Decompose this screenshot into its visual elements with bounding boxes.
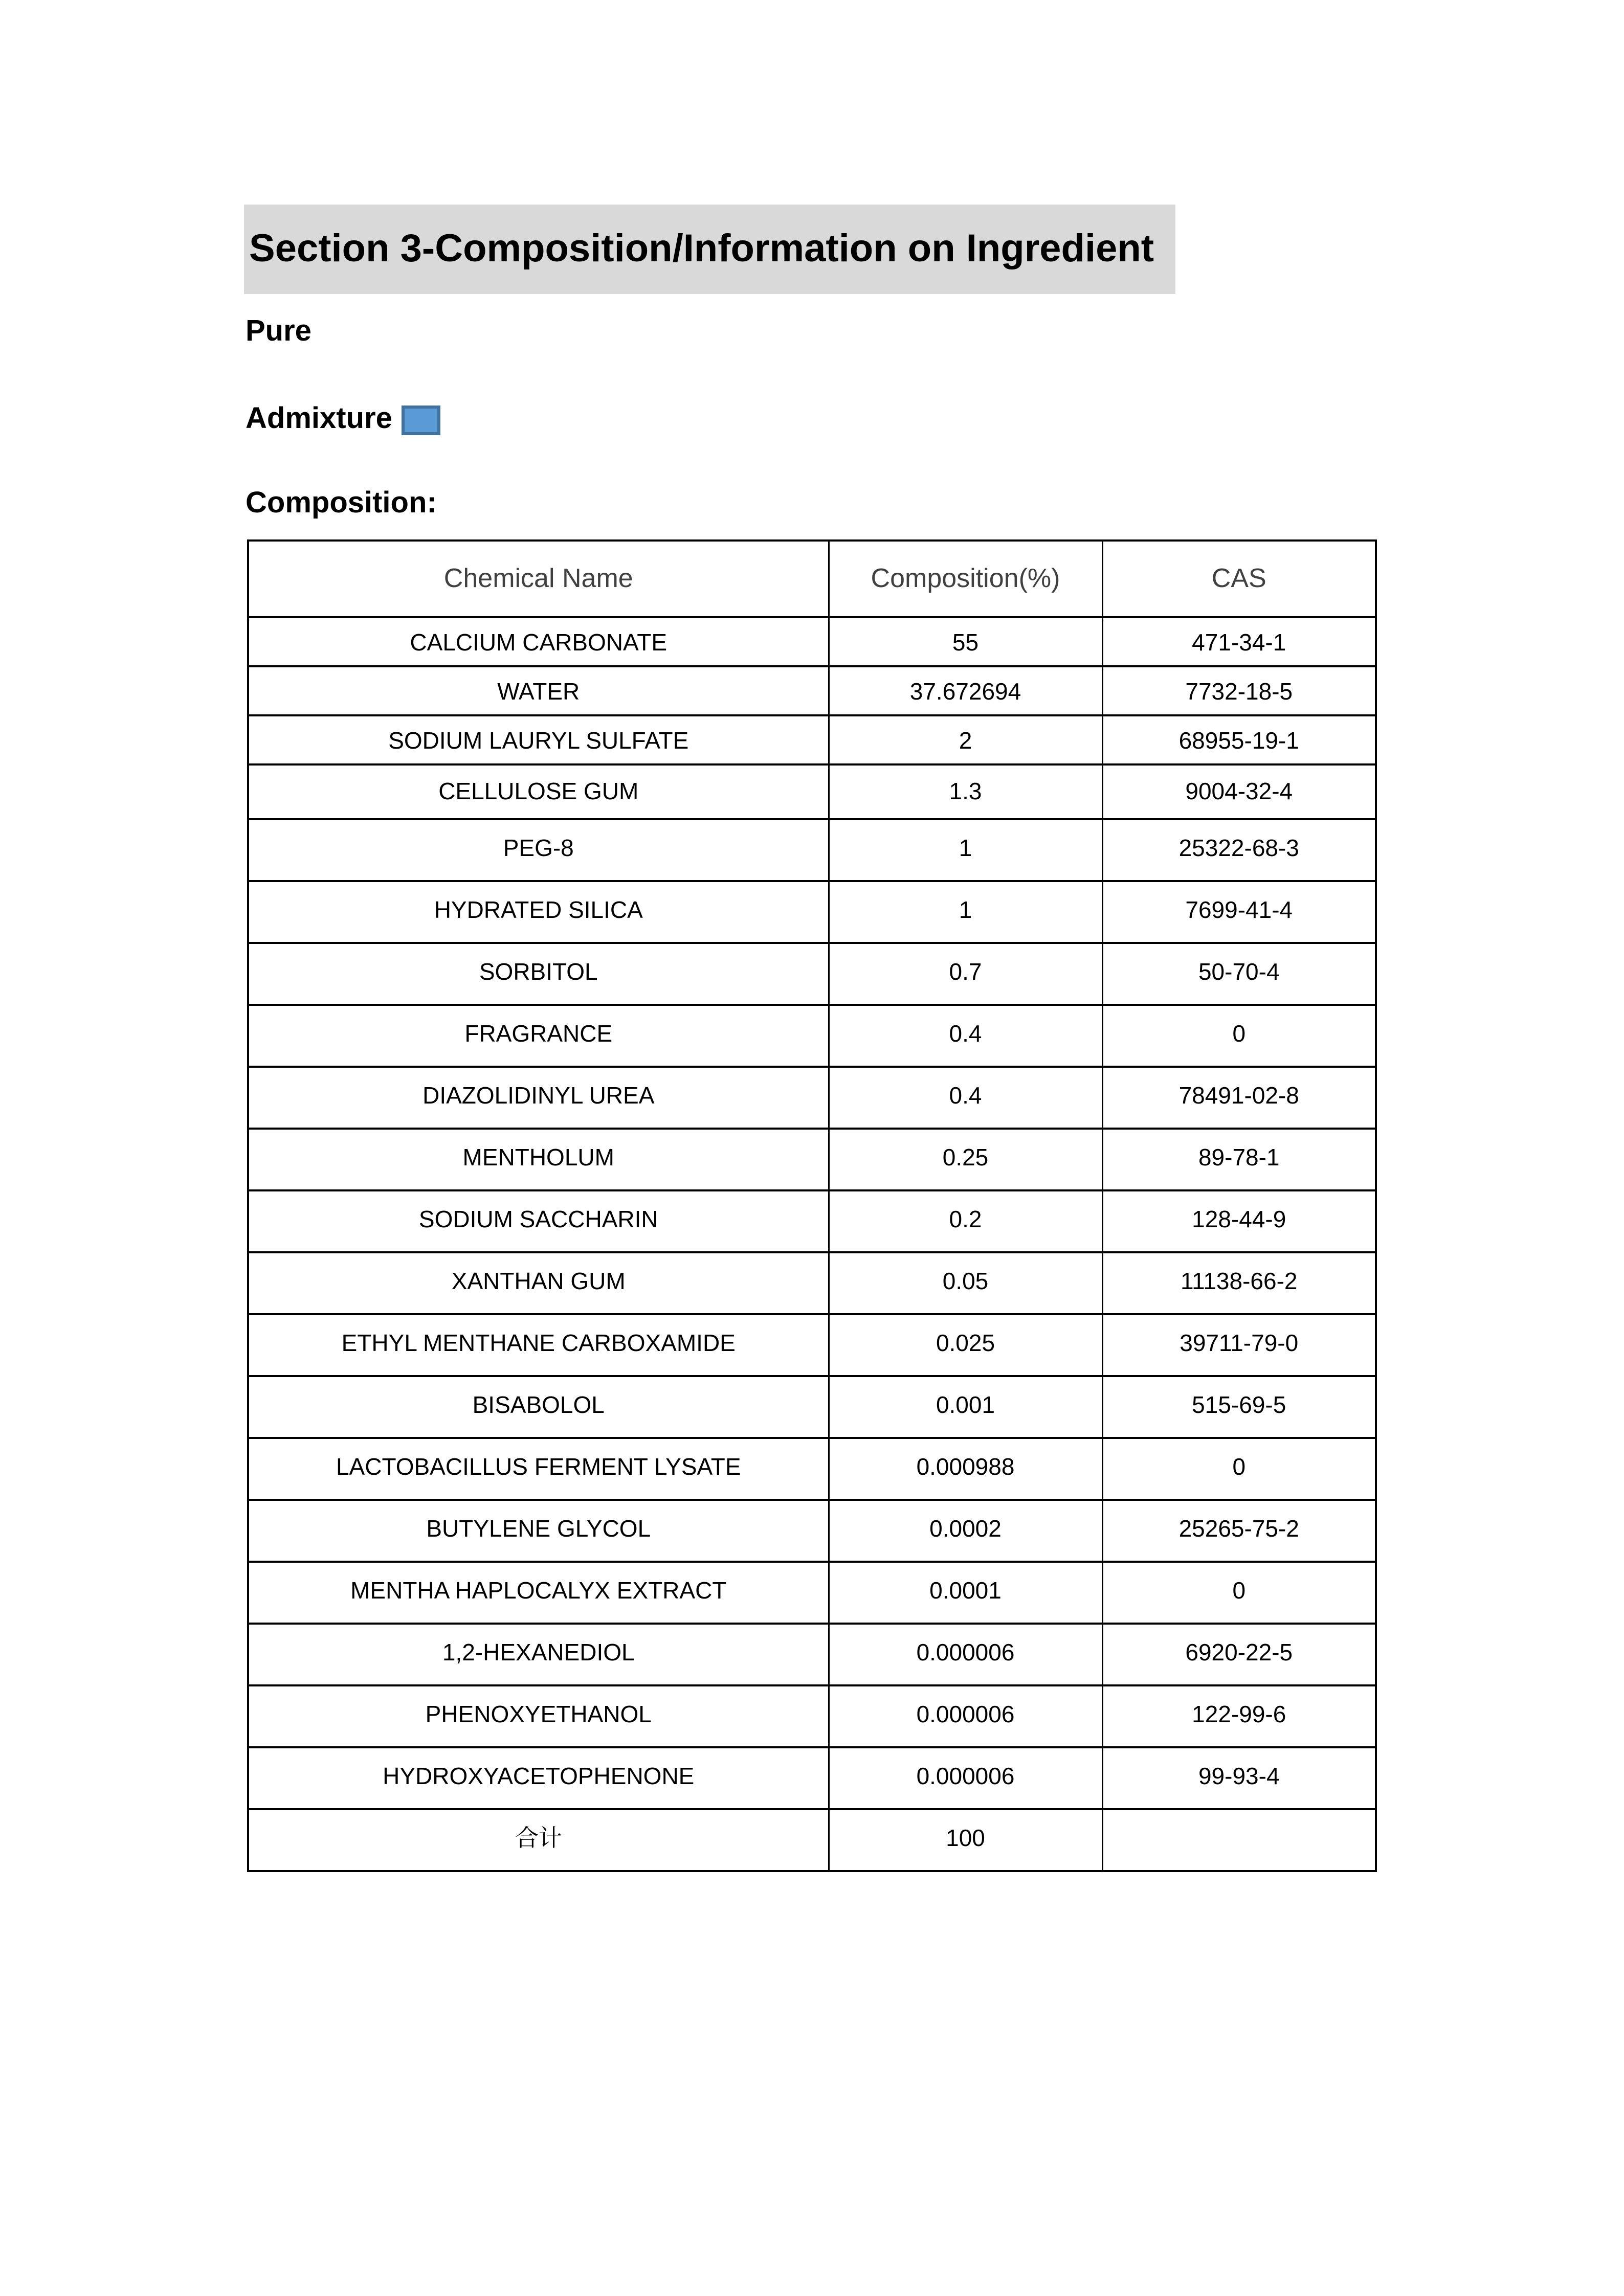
cas-cell: 7732-18-5 bbox=[1102, 666, 1376, 715]
composition-cell: 0.000006 bbox=[829, 1624, 1102, 1685]
chemical-name-cell: DIAZOLIDINYL UREA bbox=[248, 1067, 829, 1129]
composition-cell: 0.025 bbox=[829, 1314, 1102, 1376]
cas-cell: 89-78-1 bbox=[1102, 1129, 1376, 1190]
cas-cell: 122-99-6 bbox=[1102, 1685, 1376, 1747]
chemical-name-cell: CELLULOSE GUM bbox=[248, 764, 829, 819]
cas-cell: 515-69-5 bbox=[1102, 1376, 1376, 1438]
table-row bbox=[248, 1190, 1376, 1252]
cas-cell: 0 bbox=[1102, 1438, 1376, 1500]
table-row bbox=[248, 1747, 1376, 1809]
cas-cell: 78491-02-8 bbox=[1102, 1067, 1376, 1129]
table-row bbox=[248, 819, 1376, 881]
section-title: Section 3-Composition/Information on Ingredient bbox=[244, 205, 1175, 294]
table-row bbox=[248, 1252, 1376, 1314]
composition-cell: 1.3 bbox=[829, 764, 1102, 819]
composition-cell: 0.25 bbox=[829, 1129, 1102, 1190]
table-row bbox=[248, 1129, 1376, 1190]
cas-cell: 99-93-4 bbox=[1102, 1747, 1376, 1809]
composition-cell: 0.05 bbox=[829, 1252, 1102, 1314]
table-row bbox=[248, 617, 1376, 666]
chemical-name-cell: LACTOBACILLUS FERMENT LYSATE bbox=[248, 1438, 829, 1500]
table-body bbox=[248, 617, 1376, 1871]
composition-cell: 1 bbox=[829, 881, 1102, 943]
chemical-name-cell: MENTHA HAPLOCALYX EXTRACT bbox=[248, 1562, 829, 1624]
table-header-row bbox=[248, 541, 1376, 617]
cas-cell: 7699-41-4 bbox=[1102, 881, 1376, 943]
cas-cell: 9004-32-4 bbox=[1102, 764, 1376, 819]
table-row bbox=[248, 1624, 1376, 1685]
composition-cell: 0.0002 bbox=[829, 1500, 1102, 1562]
chemical-name-cell: SORBITOL bbox=[248, 943, 829, 1005]
cas-cell: 25265-75-2 bbox=[1102, 1500, 1376, 1562]
cas-cell: 6920-22-5 bbox=[1102, 1624, 1376, 1685]
composition-cell: 100 bbox=[829, 1809, 1102, 1871]
composition-cell: 1 bbox=[829, 819, 1102, 881]
composition-cell: 0.4 bbox=[829, 1005, 1102, 1067]
composition-table bbox=[247, 539, 1377, 1872]
cas-cell: 50-70-4 bbox=[1102, 943, 1376, 1005]
table-row bbox=[248, 1376, 1376, 1438]
chemical-name-cell: BUTYLENE GLYCOL bbox=[248, 1500, 829, 1562]
table-row bbox=[248, 881, 1376, 943]
chemical-name-cell: MENTHOLUM bbox=[248, 1129, 829, 1190]
admixture-label: Admixture bbox=[246, 401, 392, 435]
composition-cell: 37.672694 bbox=[829, 666, 1102, 715]
admixture-row bbox=[246, 400, 440, 436]
column-header-chemical-name: Chemical Name bbox=[248, 541, 829, 617]
chemical-name-cell: XANTHAN GUM bbox=[248, 1252, 829, 1314]
column-header-cas: CAS bbox=[1102, 541, 1376, 617]
chemical-name-cell: CALCIUM CARBONATE bbox=[248, 617, 829, 666]
composition-cell: 0.0001 bbox=[829, 1562, 1102, 1624]
cas-cell: 25322-68-3 bbox=[1102, 819, 1376, 881]
pure-label: Pure bbox=[246, 314, 312, 347]
table-row bbox=[248, 1005, 1376, 1067]
chemical-name-cell: PEG-8 bbox=[248, 819, 829, 881]
cas-cell: 128-44-9 bbox=[1102, 1190, 1376, 1252]
cas-cell: 11138-66-2 bbox=[1102, 1252, 1376, 1314]
composition-cell: 0.2 bbox=[829, 1190, 1102, 1252]
cas-cell: 0 bbox=[1102, 1005, 1376, 1067]
admixture-checkbox[interactable] bbox=[402, 406, 440, 435]
column-header-composition-percent: Composition(%) bbox=[829, 541, 1102, 617]
chemical-name-cell: FRAGRANCE bbox=[248, 1005, 829, 1067]
table-row bbox=[248, 1809, 1376, 1871]
table-row bbox=[248, 1067, 1376, 1129]
cas-cell: 471-34-1 bbox=[1102, 617, 1376, 666]
chemical-name-cell: BISABOLOL bbox=[248, 1376, 829, 1438]
chemical-name-cell: SODIUM SACCHARIN bbox=[248, 1190, 829, 1252]
table-row bbox=[248, 666, 1376, 715]
chemical-name-cell: HYDRATED SILICA bbox=[248, 881, 829, 943]
composition-cell: 0.4 bbox=[829, 1067, 1102, 1129]
cas-cell bbox=[1102, 1809, 1376, 1871]
composition-cell: 0.000006 bbox=[829, 1685, 1102, 1747]
cas-cell: 0 bbox=[1102, 1562, 1376, 1624]
table-row bbox=[248, 1562, 1376, 1624]
composition-cell: 0.000006 bbox=[829, 1747, 1102, 1809]
composition-label: Composition: bbox=[246, 486, 437, 519]
table-row bbox=[248, 1500, 1376, 1562]
chemical-name-cell: PHENOXYETHANOL bbox=[248, 1685, 829, 1747]
chemical-name-cell: 1,2-HEXANEDIOL bbox=[248, 1624, 829, 1685]
composition-cell: 2 bbox=[829, 715, 1102, 764]
table-row bbox=[248, 1314, 1376, 1376]
chemical-name-cell: 合计 bbox=[248, 1809, 829, 1871]
chemical-name-cell: WATER bbox=[248, 666, 829, 715]
table-row bbox=[248, 715, 1376, 764]
chemical-name-cell: HYDROXYACETOPHENONE bbox=[248, 1747, 829, 1809]
chemical-name-cell: ETHYL MENTHANE CARBOXAMIDE bbox=[248, 1314, 829, 1376]
table-row bbox=[248, 943, 1376, 1005]
composition-cell: 0.7 bbox=[829, 943, 1102, 1005]
composition-cell: 0.001 bbox=[829, 1376, 1102, 1438]
table-row bbox=[248, 1438, 1376, 1500]
composition-cell: 0.000988 bbox=[829, 1438, 1102, 1500]
chemical-name-cell: SODIUM LAURYL SULFATE bbox=[248, 715, 829, 764]
cas-cell: 68955-19-1 bbox=[1102, 715, 1376, 764]
composition-cell: 55 bbox=[829, 617, 1102, 666]
table-row bbox=[248, 1685, 1376, 1747]
table-row bbox=[248, 764, 1376, 819]
cas-cell: 39711-79-0 bbox=[1102, 1314, 1376, 1376]
